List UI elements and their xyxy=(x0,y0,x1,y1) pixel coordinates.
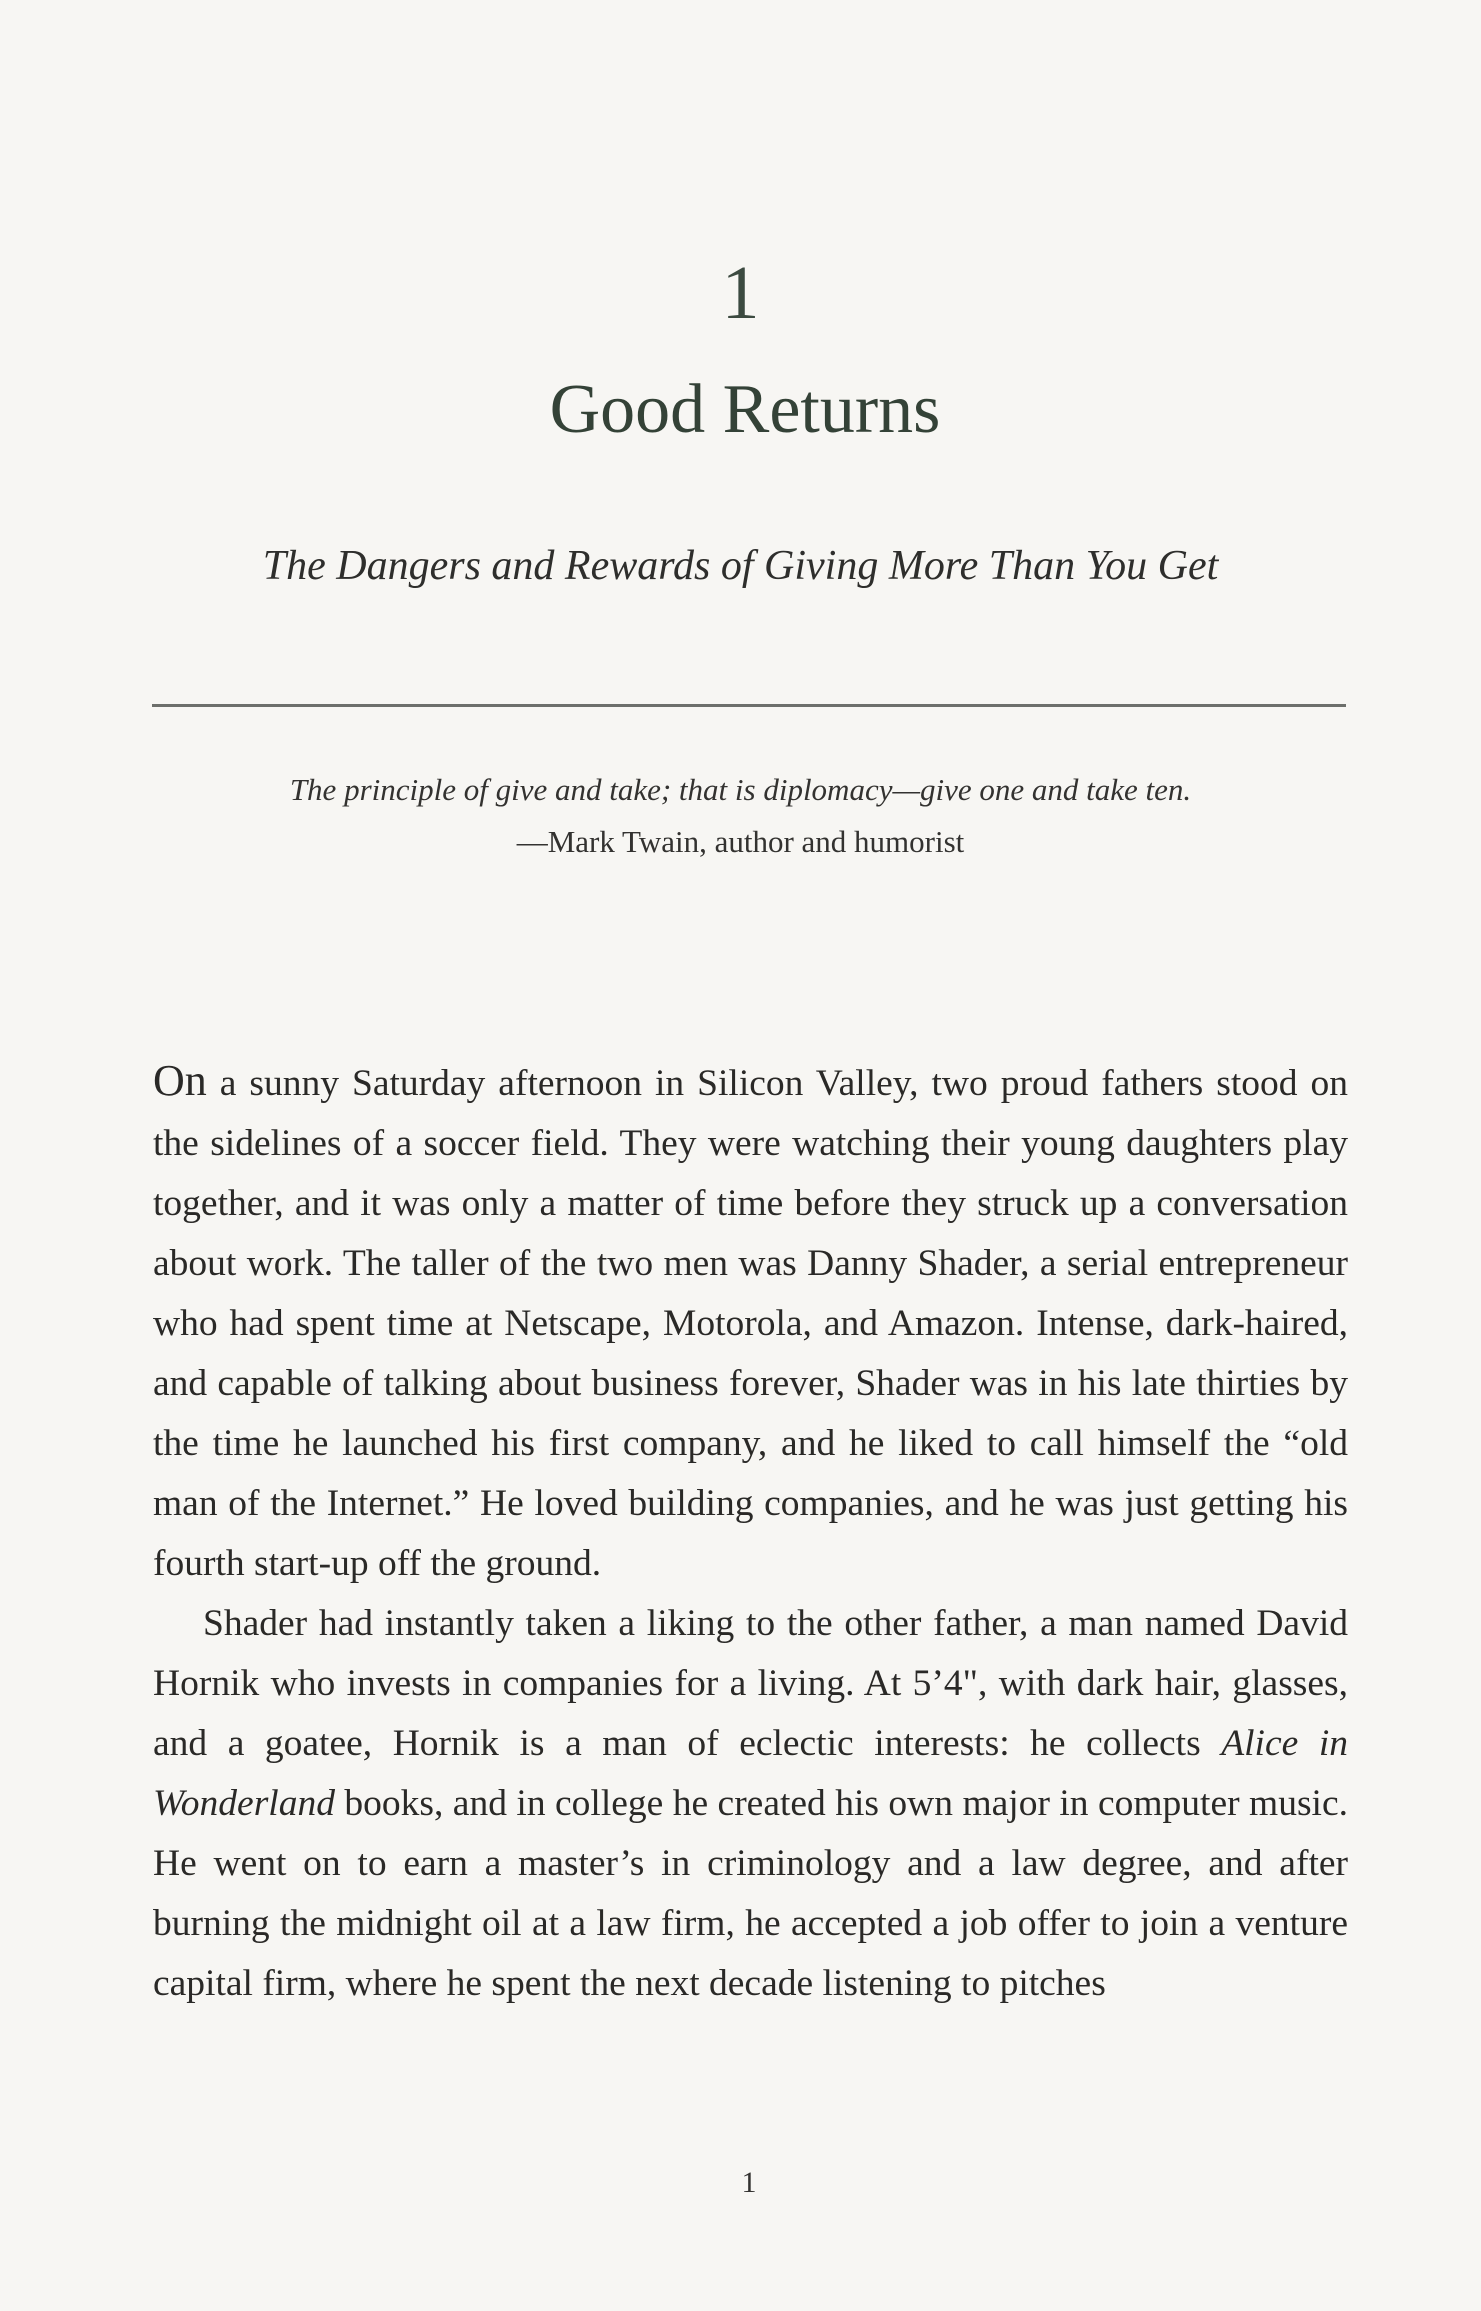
paragraph-1 xyxy=(153,1051,1348,1594)
book-title-italic: Alice in Wonderland xyxy=(153,1723,1348,1824)
chapter-title: Good Returns xyxy=(549,371,941,448)
paragraph-1-text: a sunny Saturday afternoon in Silicon Valley, two proud fathers stood on the sidelines of a soccer field. They were watching their young daughters play together, and it was only a matter of time before they struck up a conversation about work. The taller of the two men was Danny Shader, a serial entrepreneur who had spent time at Netscape, Motorola, and Amazon. Intense, dark-haired, and capable of talking about business forever, Shader was in his late thirties by the time he launched his first company, and he liked to call himself the “old man of the Internet.” He loved building companies, and he was just getting his fourth start-up off the ground. xyxy=(153,1063,1348,1584)
paragraph-1-lead: On xyxy=(153,1056,207,1105)
epigraph-quote: The principle of give and take; that is diplomacy—give one and take ten. xyxy=(289,772,1192,807)
paragraph-2 xyxy=(153,1594,1348,2014)
body-text xyxy=(153,1051,1348,2014)
chapter-subtitle: The Dangers and Rewards of Giving More Than You Get xyxy=(262,543,1219,589)
chapter-number: 1 xyxy=(721,251,760,335)
paragraph-2-text-end: books, and in college he created his own major in computer music. He went on to earn a master’s in criminology and a law degree, and after burning the midnight oil at a law firm, he accepted a job offer to join a venture capital firm, where he spent the next decade listening to pitches xyxy=(153,1783,1348,2004)
divider-rule xyxy=(152,704,1346,707)
page-number: 1 xyxy=(741,2166,757,2199)
epigraph xyxy=(0,764,1481,868)
epigraph-attribution: —Mark Twain, author and humorist xyxy=(516,824,965,859)
paragraph-2-text-start: Shader had instantly taken a liking to the other father, a man named David Hornik who invests in companies for a living. At 5’4", with dark hair, glasses, and a goatee, Hornik is a man of eclectic interests: he collects xyxy=(153,1603,1348,1764)
